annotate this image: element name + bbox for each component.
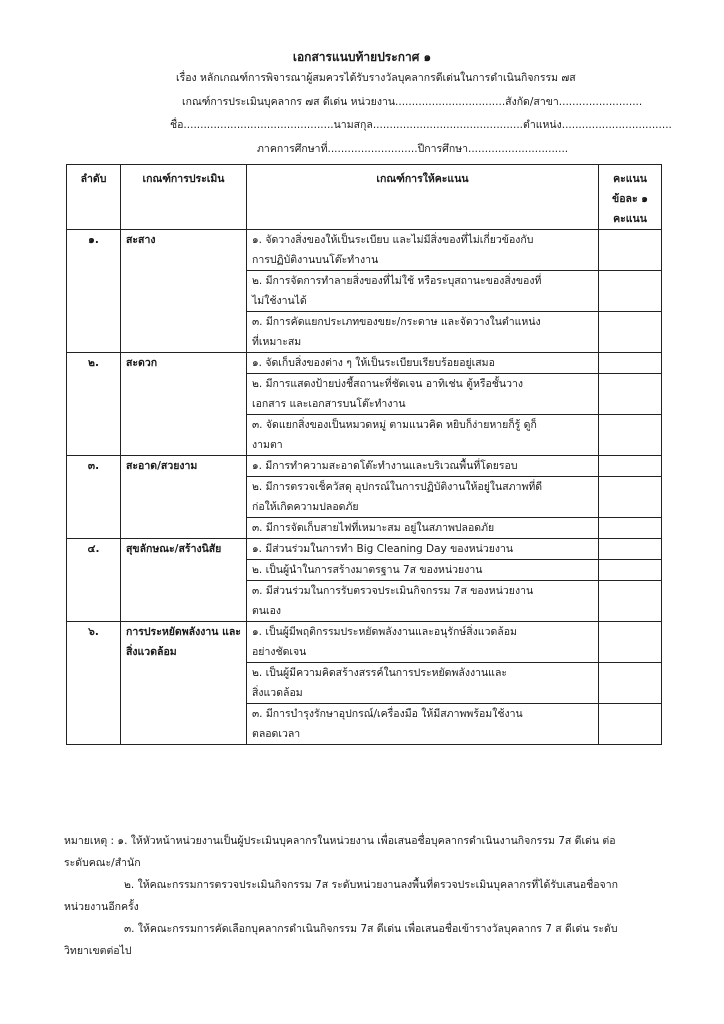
criterion-cell	[247, 539, 599, 560]
criterion-cell	[247, 374, 599, 415]
table-row	[67, 230, 662, 271]
criterion-line: ๒. มีการจัดการทำลายสิ่งของที่ไม่ใช้ หรือระบุสถานะของสิ่งของที่	[252, 275, 542, 287]
criterion-line: ๓. มีการคัดแยกประเภทของขยะ/กระดาษ และจัดวางในตำแหน่ง	[252, 316, 541, 328]
table-row	[67, 622, 662, 663]
criterion-line: ตนเอง	[252, 605, 282, 617]
group-topic: สะอาด/สวยงาม	[121, 456, 247, 539]
criterion-line: งามตา	[252, 439, 283, 451]
criterion-line: ๑. จัดเก็บสิ่งของต่าง ๆ ให้เป็นระเบียบเรียบร้อยอยู่เสมอ	[252, 357, 495, 369]
criterion-line: ๑. มีการทำความสะอาดโต๊ะทำงานและบริเวณพื้นที่โดยรอบ	[252, 460, 518, 472]
criterion-cell	[247, 230, 599, 271]
table-header-row	[67, 165, 662, 230]
score-cell[interactable]	[599, 539, 662, 560]
criterion-line: ๓. มีการจัดเก็บสายไฟที่เหมาะสม อยู่ในสภาพปลอดภัย	[252, 522, 495, 534]
criterion-line: ๒. เป็นผู้มีความคิดสร้างสรรค์ในการประหยัดพลังงานและ	[252, 667, 508, 679]
note-1-line-2: ระดับคณะ/สำนัก	[64, 857, 141, 869]
term-line: ภาคการศึกษาที่...........................ปีการศึกษา..............................	[257, 143, 569, 155]
criterion-cell	[247, 477, 599, 518]
note-3-line-2: วิทยาเขตต่อไป	[64, 945, 132, 957]
criteria-body	[67, 230, 662, 745]
criterion-line: การปฏิบัติงานบนโต๊ะทำงาน	[252, 254, 379, 266]
score-cell[interactable]	[599, 518, 662, 539]
score-cell[interactable]	[599, 374, 662, 415]
note-2-line-2: หน่วยงานอีกครั้ง	[64, 901, 139, 913]
subject-line: เรื่อง หลักเกณฑ์การพิจารณาผู้สมควรได้รับรางวัลบุคลากรดีเด่นในการดำเนินกิจกรรม ๗ส	[176, 72, 576, 84]
criterion-cell	[247, 581, 599, 622]
table-row	[67, 456, 662, 477]
criterion-line: ๑. จัดวางสิ่งของให้เป็นระเบียบ และไม่มีสิ่งของที่ไม่เกี่ยวข้องกับ	[252, 234, 534, 246]
note-2-line-1: ๒. ให้คณะกรรมการตรวจประเมินกิจกรรม 7ส ระดับหน่วยงานลงพื้นที่ตรวจประเมินบุคลากรที่ได้รับเสนอชื่อจาก	[124, 879, 618, 891]
score-cell[interactable]	[599, 704, 662, 745]
score-cell[interactable]	[599, 456, 662, 477]
criterion-cell	[247, 271, 599, 312]
header-score	[599, 165, 662, 230]
criterion-cell	[247, 312, 599, 353]
group-number: ๓.	[67, 456, 121, 539]
criterion-cell	[247, 560, 599, 581]
criterion-line: เอกสาร และเอกสารบนโต๊ะทำงาน	[252, 398, 406, 410]
criterion-cell	[247, 704, 599, 745]
group-topic: สะสาง	[121, 230, 247, 353]
criterion-cell	[247, 415, 599, 456]
criterion-line: ๓. มีส่วนร่วมในการรับตรวจประเมินกิจกรรม 7ส ของหน่วยงาน	[252, 585, 534, 597]
criterion-line: สิ่งแวดล้อม	[252, 687, 303, 699]
header-score-line1: คะแนน	[613, 173, 647, 185]
score-cell[interactable]	[599, 560, 662, 581]
notes	[64, 830, 664, 962]
group-topic: สุขลักษณะ/สร้างนิสัย	[121, 539, 247, 622]
criterion-line: อย่างชัดเจน	[252, 646, 307, 658]
criterion-line: ตลอดเวลา	[252, 728, 301, 740]
criterion-line: ๑. มีส่วนร่วมในการทำ Big Cleaning Day ของหน่วยงาน	[252, 543, 514, 555]
criterion-line: ๓. มีการบำรุงรักษาอุปกรณ์/เครื่องมือ ให้มีสภาพพร้อมใช้งาน	[252, 708, 523, 720]
group-number: ๒.	[67, 353, 121, 456]
criterion-line: ก่อให้เกิดความปลอดภัย	[252, 501, 359, 513]
evaluation-line: เกณฑ์การประเมินบุคลากร ๗ส ดีเด่น หน่วยงาน.................................สังกัด/สาขา.........................	[182, 96, 643, 108]
note-3-line-1: ๓. ให้คณะกรรมการคัดเลือกบุคลากรดำเนินกิจกรรม 7ส ดีเด่น เพื่อเสนอชื่อเข้ารางวัลบุคลากร 7 ส ดีเด่น ระดับ	[124, 923, 618, 935]
score-cell[interactable]	[599, 230, 662, 271]
criterion-cell	[247, 663, 599, 704]
score-cell[interactable]	[599, 622, 662, 663]
header-score-line3: คะแนน	[613, 213, 647, 225]
table-row	[67, 539, 662, 560]
criterion-line: ไม่ใช้งานได้	[252, 295, 307, 307]
criterion-line: ๒. มีการตรวจเช็ควัสดุ อุปกรณ์ในการปฏิบัติงานให้อยู่ในสภาพที่ดี	[252, 481, 543, 493]
criterion-line: ๒. เป็นผู้นำในการสร้างมาตรฐาน 7ส ของหน่วยงาน	[252, 564, 483, 576]
header-topic: เกณฑ์การประเมิน	[121, 165, 247, 230]
score-cell[interactable]	[599, 353, 662, 374]
table-row	[67, 353, 662, 374]
criteria-table	[66, 164, 662, 745]
score-cell[interactable]	[599, 477, 662, 518]
score-cell[interactable]	[599, 271, 662, 312]
score-cell[interactable]	[599, 663, 662, 704]
header-order: ลำดับ	[67, 165, 121, 230]
criterion-cell	[247, 353, 599, 374]
group-number: ๑.	[67, 230, 121, 353]
criterion-line: ที่เหมาะสม	[252, 336, 302, 348]
criterion-cell	[247, 456, 599, 477]
criterion-line: ๓. จัดแยกสิ่งของเป็นหมวดหมู่ ตามแนวคิด หยิบก็ง่ายหายก็รู้ ดูก็	[252, 419, 537, 431]
criterion-cell	[247, 518, 599, 539]
header-criteria: เกณฑ์การให้คะแนน	[247, 165, 599, 230]
header-score-line2: ข้อละ ๑	[612, 193, 648, 205]
criterion-line: ๒. มีการแสดงป้ายบ่งชี้สถานะที่ชัดเจน อาทิเช่น ตู้หรือชั้นวาง	[252, 378, 524, 390]
score-cell[interactable]	[599, 581, 662, 622]
score-cell[interactable]	[599, 312, 662, 353]
criterion-line: ๑. เป็นผู้มีพฤติกรรมประหยัดพลังงานและอนุรักษ์สิ่งแวดล้อม	[252, 626, 517, 638]
criterion-cell	[247, 622, 599, 663]
group-topic: การประหยัดพลังงาน และสิ่งแวดล้อม	[121, 622, 247, 745]
group-number: ๖.	[67, 622, 121, 745]
score-cell[interactable]	[599, 415, 662, 456]
document-title: เอกสารแนบท้ายประกาศ ๑	[292, 50, 432, 64]
group-topic: สะดวก	[121, 353, 247, 456]
group-number: ๔.	[67, 539, 121, 622]
name-line: ชื่อ.............................................นามสกุล.............................................ตำแหน่ง.................................	[170, 119, 672, 131]
note-1-line-1: หมายเหตุ : ๑. ให้หัวหน้าหน่วยงานเป็นผู้ประเมินบุคลากรในหน่วยงาน เพื่อเสนอชื่อบุคลากรดำเนินงานกิจกรรม 7ส ดีเด่น ต่อ	[64, 835, 616, 847]
